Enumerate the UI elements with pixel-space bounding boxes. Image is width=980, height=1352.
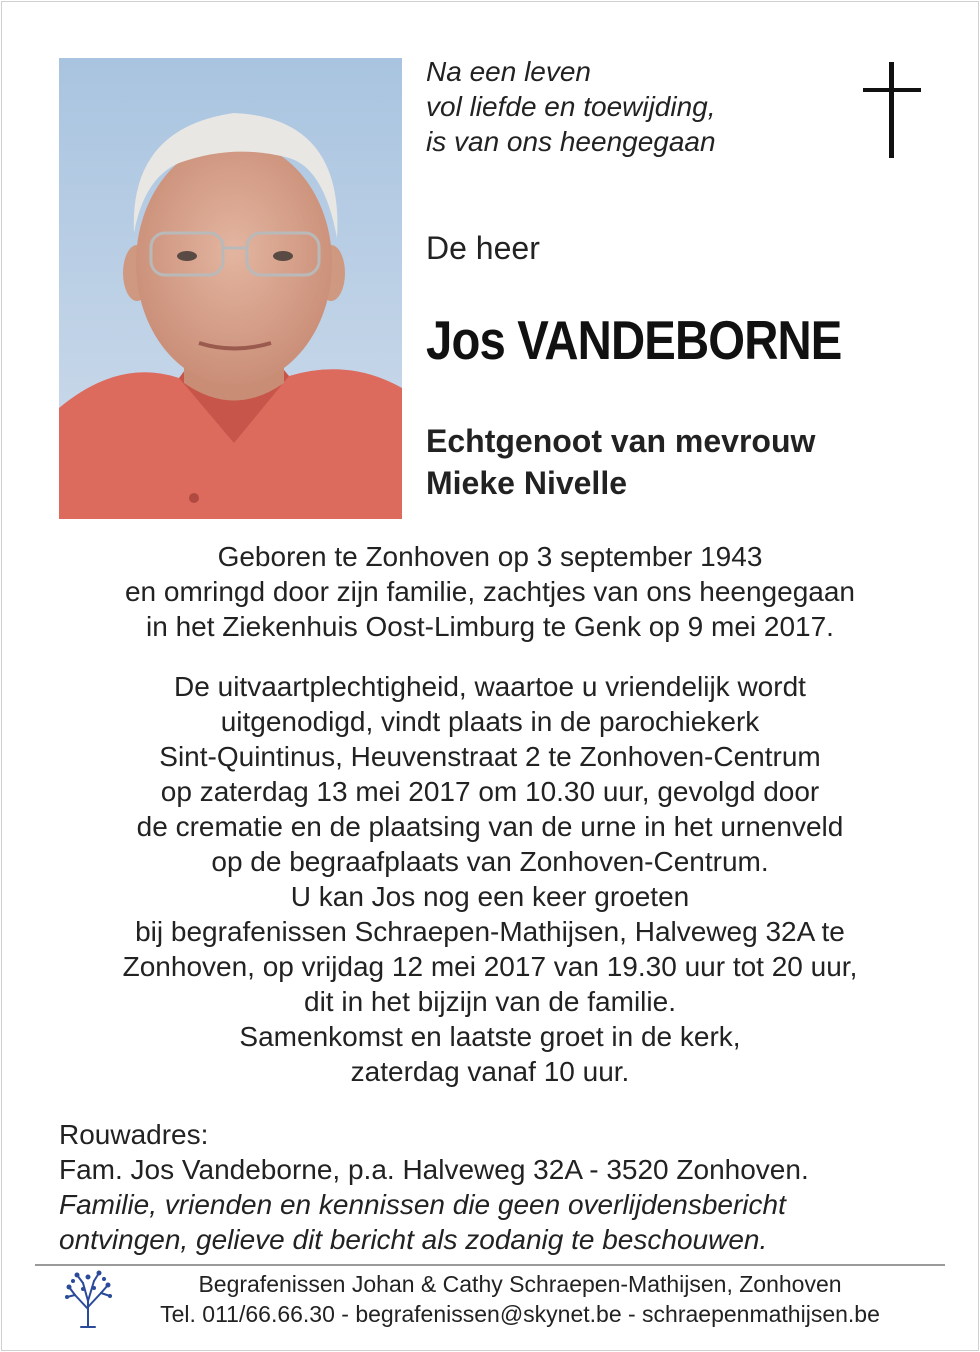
ceremony-line: op de begraafplaats van Zonhoven-Centrum. [211,846,769,877]
mourning-address [59,1117,809,1257]
cross-icon [863,62,921,165]
funeral-home-name: Begrafenissen Johan & Cathy Schraepen-Mathijsen, Zonhoven [198,1271,842,1297]
ceremony-line: op zaterdag 13 mei 2017 om 10.30 uur, gevolgd door [160,776,820,807]
intro-line: is van ons heengegaan [426,126,716,157]
ceremony-line: de crematie en de plaatsing van de urne in het urnenveld [136,811,844,842]
spouse-text [426,420,815,504]
address-note-line: Familie, vrienden en kennissen die geen overlijdensbericht [59,1189,786,1220]
intro-text [426,54,716,159]
intro-line: Na een leven [426,56,592,87]
funeral-home-contact: Tel. 011/66.66.30 - begrafenissen@skynet.be - schraepenmathijsen.be [160,1301,880,1327]
deceased-name: Jos VANDEBORNE [426,309,842,371]
spouse-line: Mieke Nivelle [426,465,627,501]
address-label: Rouwadres: [59,1119,209,1150]
birth-line: in het Ziekenhuis Oost-Limburg te Genk op 9 mei 2017. [146,611,834,642]
address-note-line: ontvingen, gelieve dit bericht als zodanig te beschouwen. [59,1224,768,1255]
ceremony-line: U kan Jos nog een keer groeten [290,881,690,912]
spouse-line: Echtgenoot van mevrouw [426,423,816,459]
honorific: De heer [426,230,540,266]
portrait-photo [59,58,402,519]
intro-line: vol liefde en toewijding, [426,91,716,122]
ceremony-paragraph [40,669,940,1089]
birth-line: en omringd door zijn familie, zachtjes van ons heengegaan [124,576,855,607]
footer-divider [35,1264,945,1266]
tree-icon [63,1269,113,1334]
ceremony-line: dit in het bijzijn van de familie. [304,986,676,1017]
ceremony-line: Zonhoven, op vrijdag 12 mei 2017 van 19.30 uur tot 20 uur, [122,951,858,982]
ceremony-line: Samenkomst en laatste groet in de kerk, [239,1021,741,1052]
ceremony-line: zaterdag vanaf 10 uur. [350,1056,630,1087]
ceremony-line: Sint-Quintinus, Heuvenstraat 2 te Zonhoven-Centrum [159,741,821,772]
birth-line: Geboren te Zonhoven op 3 september 1943 [217,541,763,572]
ceremony-line: bij begrafenissen Schraepen-Mathijsen, Halveweg 32A te [135,916,845,947]
birth-paragraph [40,539,940,644]
address-line: Fam. Jos Vandeborne, p.a. Halveweg 32A - 3520 Zonhoven. [59,1154,809,1185]
funeral-home-info [120,1269,920,1329]
ceremony-line: De uitvaartplechtigheid, waartoe u vriendelijk wordt [174,671,806,702]
ceremony-line: uitgenodigd, vindt plaats in de parochiekerk [220,706,760,737]
